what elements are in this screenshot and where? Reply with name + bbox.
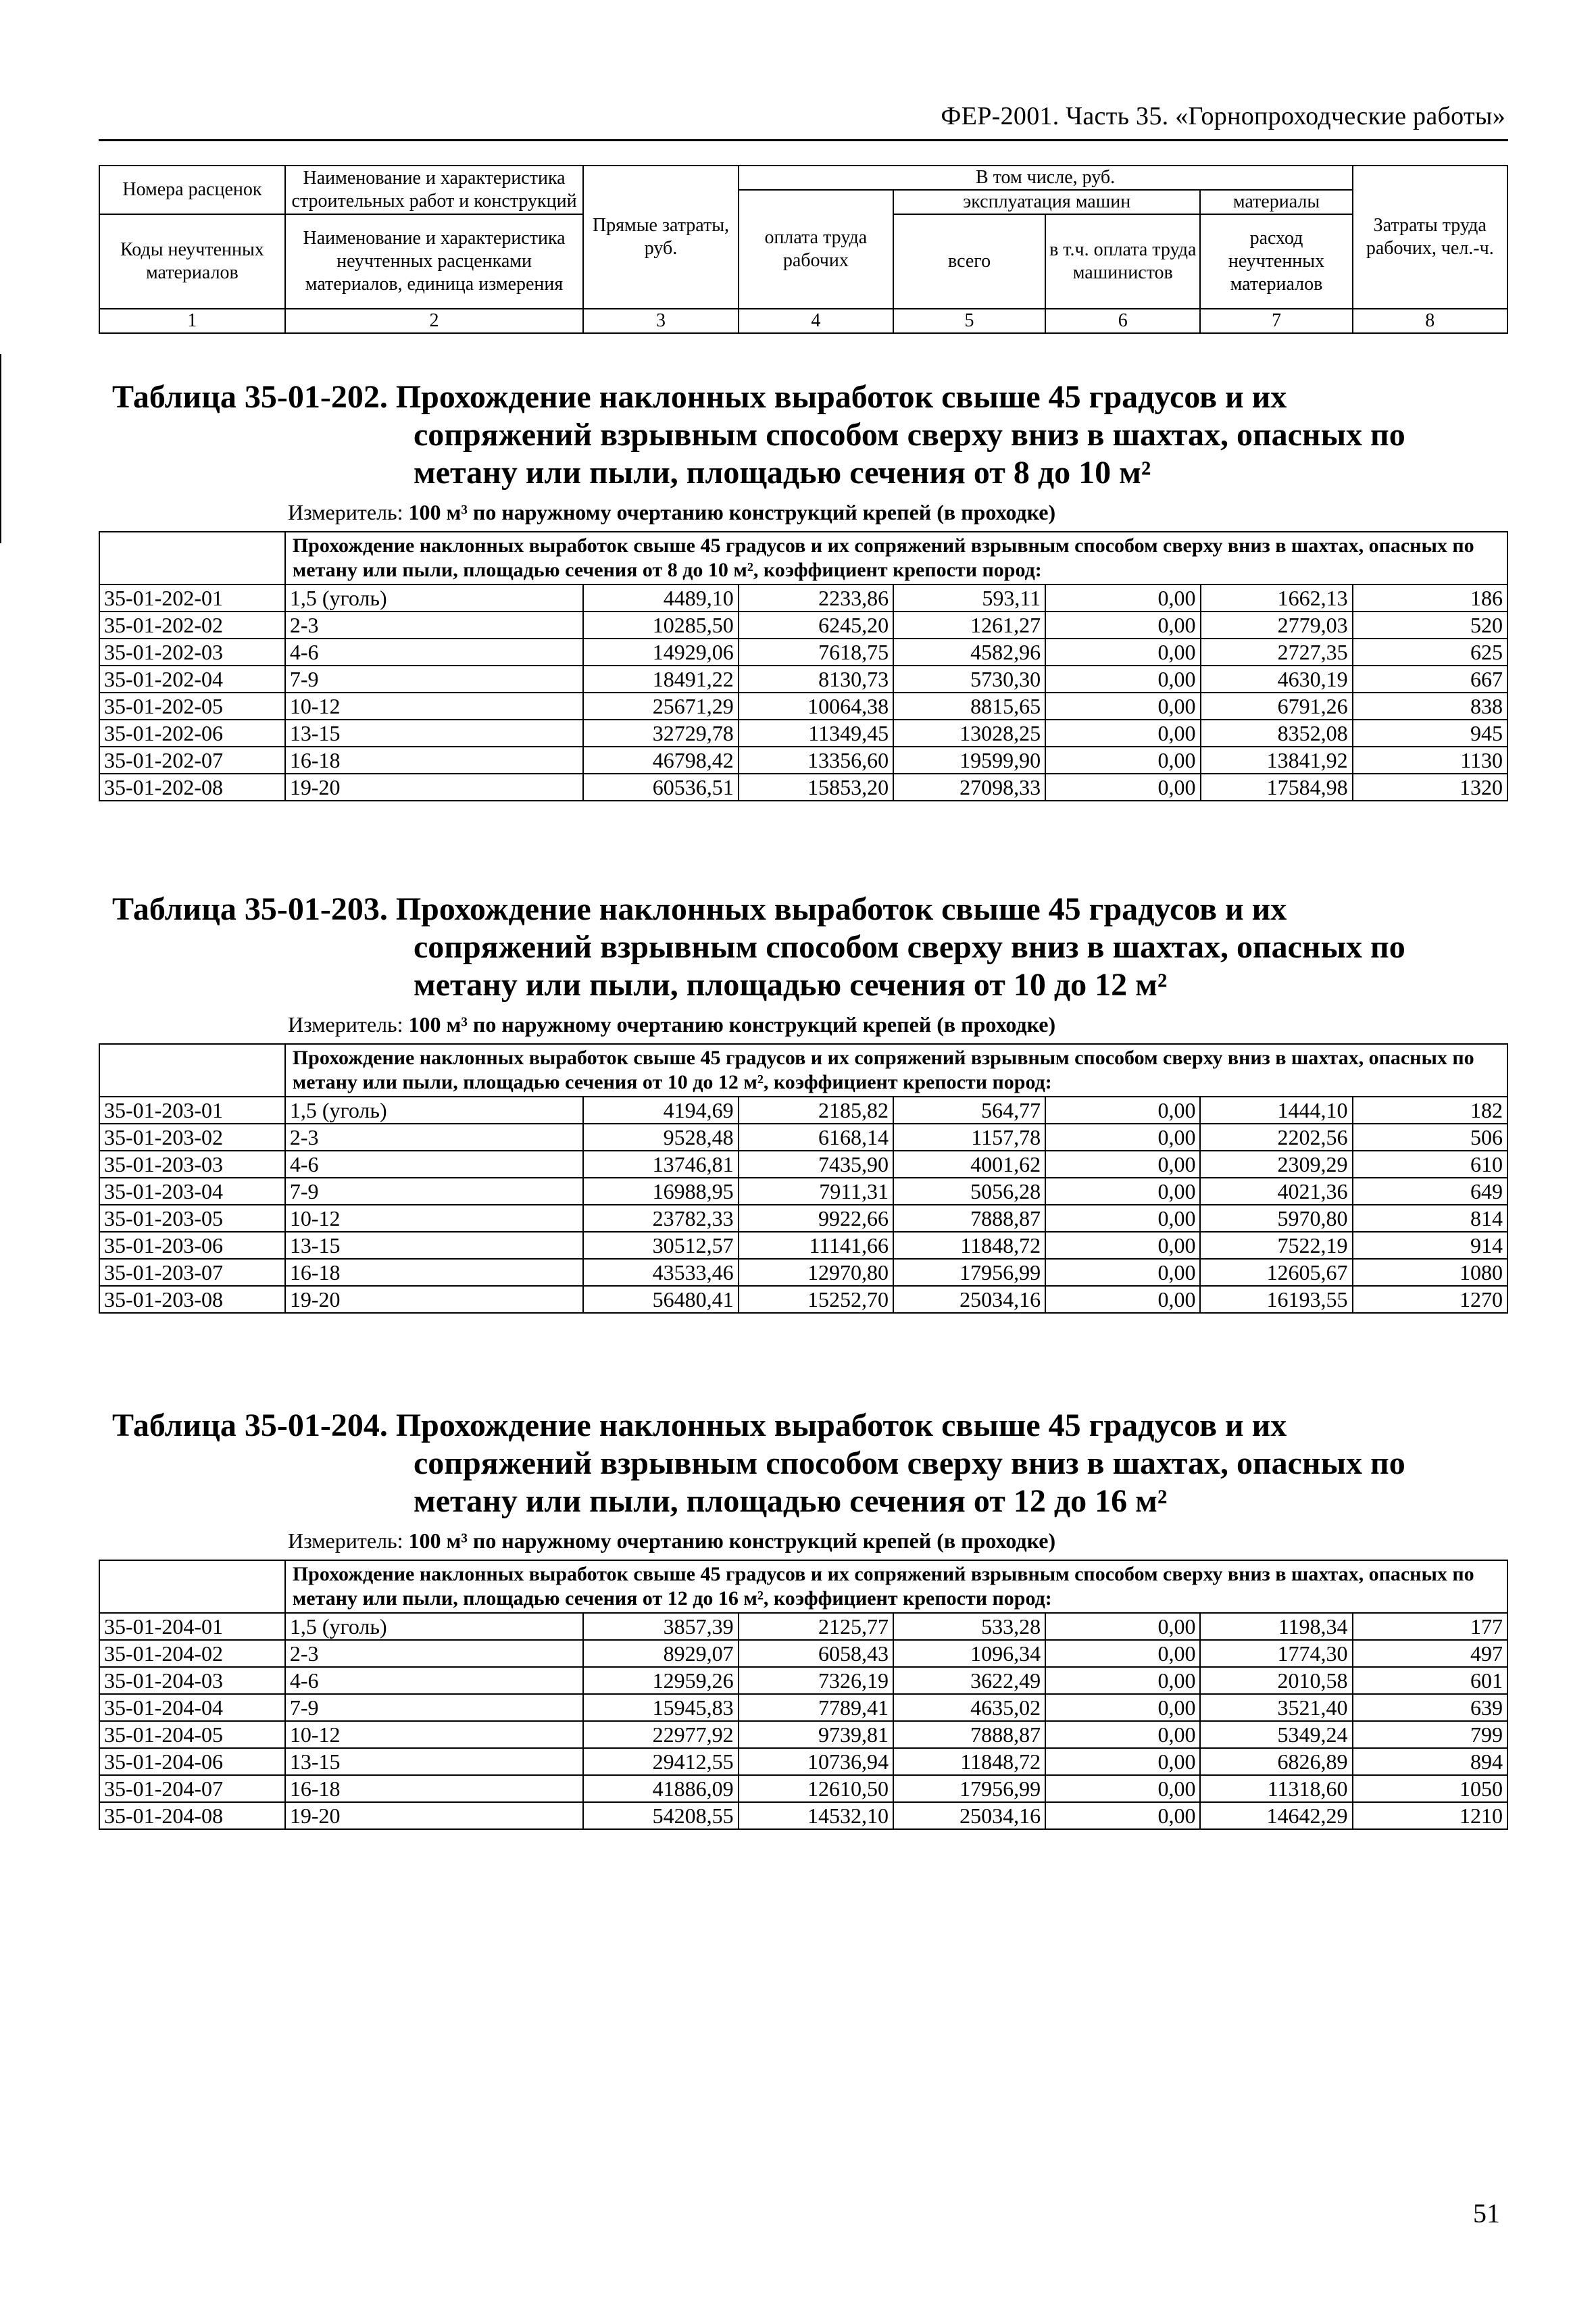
material-cost: 1444,10: [1200, 1097, 1352, 1124]
direct-cost: 54208,55: [583, 1802, 738, 1829]
worker-pay: 2185,82: [739, 1097, 893, 1124]
rock-hardness: 10-12: [285, 1721, 583, 1748]
machinist-pay: 0,00: [1045, 584, 1200, 612]
machine-total: 1157,78: [893, 1124, 1045, 1151]
worker-pay: 15252,70: [739, 1286, 893, 1313]
rock-hardness: 19-20: [285, 1802, 583, 1829]
rock-hardness: 2-3: [285, 612, 583, 639]
direct-cost: 25671,29: [583, 693, 738, 720]
rate-code: 35-01-202-03: [99, 639, 285, 666]
worker-pay: 7789,41: [739, 1694, 893, 1721]
rock-hardness: 16-18: [285, 1775, 583, 1802]
rate-code: 35-01-204-02: [99, 1640, 285, 1667]
worker-pay: 15853,20: [739, 774, 893, 801]
machinist-pay: 0,00: [1045, 1286, 1200, 1313]
table-row: [99, 1613, 1507, 1640]
table-row: [99, 1232, 1507, 1259]
rock-hardness: 4-6: [285, 1151, 583, 1178]
machine-total: 25034,16: [893, 1802, 1045, 1829]
direct-cost: 14929,06: [583, 639, 738, 666]
col-material-codes: Коды неучтенных материалов: [99, 214, 285, 309]
material-cost: 1662,13: [1201, 584, 1353, 612]
worker-pay: 7326,19: [739, 1667, 893, 1694]
labor-hours: 497: [1353, 1640, 1508, 1667]
direct-cost: 18491,22: [583, 666, 738, 693]
labor-hours: 814: [1353, 1205, 1508, 1232]
labor-hours: 649: [1353, 1178, 1508, 1205]
rates-table: [99, 1560, 1508, 1830]
rate-code: 35-01-204-06: [99, 1748, 285, 1775]
machinist-pay: 0,00: [1045, 1613, 1200, 1640]
labor-hours: 610: [1353, 1151, 1508, 1178]
col-rate-numbers: Номера расценок: [99, 166, 285, 214]
material-cost: 11318,60: [1200, 1775, 1352, 1802]
material-cost: 16193,55: [1200, 1286, 1352, 1313]
machinist-pay: 0,00: [1045, 1124, 1200, 1151]
direct-cost: 10285,50: [583, 612, 738, 639]
direct-cost: 4489,10: [583, 584, 738, 612]
col-num: 5: [893, 309, 1045, 333]
machinist-pay: 0,00: [1045, 1178, 1200, 1205]
table-row: [99, 1802, 1507, 1829]
rock-hardness: 16-18: [285, 747, 583, 774]
machinist-pay: 0,00: [1045, 1721, 1200, 1748]
material-cost: 13841,92: [1201, 747, 1353, 774]
table-row: [99, 774, 1507, 801]
direct-cost: 15945,83: [583, 1694, 738, 1721]
machinist-pay: 0,00: [1045, 1748, 1200, 1775]
header-rule: [99, 139, 1508, 141]
labor-hours: 1320: [1353, 774, 1507, 801]
table-row: [99, 1694, 1507, 1721]
rate-code: 35-01-202-01: [99, 584, 285, 612]
col-num: 8: [1353, 309, 1507, 333]
machine-total: 17956,99: [893, 1259, 1045, 1286]
direct-cost: 23782,33: [583, 1205, 738, 1232]
labor-hours: 639: [1353, 1694, 1508, 1721]
labor-hours: 1270: [1353, 1286, 1508, 1313]
labor-hours: 506: [1353, 1124, 1508, 1151]
col-num: 1: [99, 309, 285, 333]
rock-hardness: 13-15: [285, 720, 583, 747]
rate-code: 35-01-203-01: [99, 1097, 285, 1124]
machinist-pay: 0,00: [1045, 1259, 1200, 1286]
machine-total: 1096,34: [893, 1640, 1045, 1667]
col-materials: материалы: [1200, 190, 1352, 214]
worker-pay: 6058,43: [739, 1640, 893, 1667]
column-header-table: [99, 165, 1508, 334]
col-material-usage: расход неучтенных материалов: [1200, 214, 1352, 309]
page-number: 51: [1473, 2198, 1500, 2229]
rock-hardness: 1,5 (уголь): [285, 584, 583, 612]
table-row: [99, 1721, 1507, 1748]
labor-hours: 1130: [1353, 747, 1507, 774]
table-row: [99, 612, 1507, 639]
rock-hardness: 7-9: [285, 1694, 583, 1721]
machine-total: 17956,99: [893, 1775, 1045, 1802]
machine-total: 11848,72: [893, 1748, 1045, 1775]
table-row: [99, 1748, 1507, 1775]
machinist-pay: 0,00: [1045, 1151, 1200, 1178]
rock-hardness: 2-3: [285, 1640, 583, 1667]
worker-pay: 6168,14: [739, 1124, 893, 1151]
worker-pay: 11141,66: [739, 1232, 893, 1259]
table-row: [99, 639, 1507, 666]
material-cost: 8352,08: [1201, 720, 1353, 747]
left-rule: [0, 354, 1, 543]
table-section-202: [99, 378, 1508, 801]
machinist-pay: 0,00: [1045, 1097, 1200, 1124]
machine-total: 4582,96: [893, 639, 1045, 666]
rate-code: 35-01-203-08: [99, 1286, 285, 1313]
machine-total: 7888,87: [893, 1205, 1045, 1232]
rate-code: 35-01-202-06: [99, 720, 285, 747]
section-title: Таблица 35-01-202. Прохождение наклонных выработок свыше 45 градусов и их сопряжений взрывным способом сверху вниз в шахтах, опасных по метану или пыли, площадью сечения от 8 до 10 м²: [112, 379, 1405, 491]
table-row: [99, 1667, 1507, 1694]
labor-hours: 1210: [1353, 1802, 1508, 1829]
desc-spacer: [99, 1044, 285, 1097]
rate-code: 35-01-202-04: [99, 666, 285, 693]
machinist-pay: 0,00: [1045, 747, 1200, 774]
machine-total: 4001,62: [893, 1151, 1045, 1178]
machinist-pay: 0,00: [1045, 1802, 1200, 1829]
table-row: [99, 1775, 1507, 1802]
direct-cost: 4194,69: [583, 1097, 738, 1124]
labor-hours: 186: [1353, 584, 1507, 612]
col-direct-costs: Прямые затраты, руб.: [583, 166, 738, 309]
col-including: В том числе, руб.: [739, 166, 1353, 190]
rock-hardness: 7-9: [285, 666, 583, 693]
direct-cost: 13746,81: [583, 1151, 738, 1178]
rock-hardness: 4-6: [285, 639, 583, 666]
labor-hours: 914: [1353, 1232, 1508, 1259]
direct-cost: 29412,55: [583, 1748, 738, 1775]
material-cost: 2202,56: [1200, 1124, 1352, 1151]
material-cost: 3521,40: [1200, 1694, 1352, 1721]
worker-pay: 2125,77: [739, 1613, 893, 1640]
labor-hours: 1050: [1353, 1775, 1508, 1802]
col-num: 4: [739, 309, 893, 333]
direct-cost: 30512,57: [583, 1232, 738, 1259]
direct-cost: 3857,39: [583, 1613, 738, 1640]
rate-code: 35-01-203-07: [99, 1259, 285, 1286]
worker-pay: 14532,10: [739, 1802, 893, 1829]
col-material-names: Наименование и характеристика неучтенных расценками материалов, единица измерения: [285, 214, 583, 309]
material-cost: 5349,24: [1200, 1721, 1352, 1748]
direct-cost: 32729,78: [583, 720, 738, 747]
direct-cost: 41886,09: [583, 1775, 738, 1802]
worker-pay: 7435,90: [739, 1151, 893, 1178]
labor-hours: 1080: [1353, 1259, 1508, 1286]
table-row: [99, 1097, 1507, 1124]
direct-cost: 12959,26: [583, 1667, 738, 1694]
material-cost: 6791,26: [1201, 693, 1353, 720]
machine-total: 27098,33: [893, 774, 1045, 801]
worker-pay: 7618,75: [739, 639, 893, 666]
rock-hardness: 19-20: [285, 774, 583, 801]
rate-code: 35-01-202-02: [99, 612, 285, 639]
machine-total: 3622,49: [893, 1667, 1045, 1694]
worker-pay: 10736,94: [739, 1748, 893, 1775]
worker-pay: 13356,60: [739, 747, 893, 774]
material-cost: 4630,19: [1201, 666, 1353, 693]
rates-table: [99, 531, 1508, 801]
machinist-pay: 0,00: [1045, 1667, 1200, 1694]
machinist-pay: 0,00: [1045, 693, 1200, 720]
table-row: [99, 584, 1507, 612]
labor-hours: 945: [1353, 720, 1507, 747]
desc-spacer: [99, 532, 285, 584]
table-row: [99, 1205, 1507, 1232]
worker-pay: 7911,31: [739, 1178, 893, 1205]
col-worker-pay: оплата труда рабочих: [739, 190, 893, 309]
table-section-204: [99, 1407, 1508, 1830]
direct-cost: 22977,92: [583, 1721, 738, 1748]
machinist-pay: 0,00: [1045, 1694, 1200, 1721]
worker-pay: 2233,86: [739, 584, 893, 612]
machinist-pay: 0,00: [1045, 1640, 1200, 1667]
machine-total: 593,11: [893, 584, 1045, 612]
material-cost: 12605,67: [1200, 1259, 1352, 1286]
direct-cost: 9528,48: [583, 1124, 738, 1151]
machine-total: 1261,27: [893, 612, 1045, 639]
worker-pay: 12610,50: [739, 1775, 893, 1802]
table-row: [99, 1640, 1507, 1667]
material-cost: 7522,19: [1200, 1232, 1352, 1259]
rate-code: 35-01-202-07: [99, 747, 285, 774]
table-description: Прохождение наклонных выработок свыше 45 градусов и их сопряжений взрывным способом сверху вниз в шахтах, опасных по метану или пыли, площадью сечения от 10 до 12 м², коэффициент крепости пород:: [285, 1044, 1507, 1097]
machine-total: 19599,90: [893, 747, 1045, 774]
col-num: 3: [583, 309, 738, 333]
worker-pay: 11349,45: [739, 720, 893, 747]
table-row: [99, 693, 1507, 720]
direct-cost: 56480,41: [583, 1286, 738, 1313]
machine-total: 5056,28: [893, 1178, 1045, 1205]
rate-code: 35-01-203-05: [99, 1205, 285, 1232]
machine-total: 7888,87: [893, 1721, 1045, 1748]
machinist-pay: 0,00: [1045, 1775, 1200, 1802]
rate-code: 35-01-204-03: [99, 1667, 285, 1694]
rock-hardness: 7-9: [285, 1178, 583, 1205]
col-labor-costs: Затраты труда рабочих, чел.-ч.: [1353, 166, 1507, 309]
machinist-pay: 0,00: [1045, 612, 1200, 639]
machine-total: 25034,16: [893, 1286, 1045, 1313]
machine-total: 8815,65: [893, 693, 1045, 720]
rate-code: 35-01-203-04: [99, 1178, 285, 1205]
direct-cost: 43533,46: [583, 1259, 738, 1286]
rock-hardness: 19-20: [285, 1286, 583, 1313]
section-title: Таблица 35-01-204. Прохождение наклонных выработок свыше 45 градусов и их сопряжений взрывным способом сверху вниз в шахтах, опасных по метану или пыли, площадью сечения от 12 до 16 м²: [112, 1408, 1405, 1519]
worker-pay: 9739,81: [739, 1721, 893, 1748]
rock-hardness: 10-12: [285, 1205, 583, 1232]
rate-code: 35-01-203-06: [99, 1232, 285, 1259]
material-cost: 17584,98: [1201, 774, 1353, 801]
col-work-name: Наименование и характеристика строительных работ и конструкций: [285, 166, 583, 214]
material-cost: 2727,35: [1201, 639, 1353, 666]
rate-code: 35-01-203-02: [99, 1124, 285, 1151]
machinist-pay: 0,00: [1045, 720, 1200, 747]
rate-code: 35-01-204-01: [99, 1613, 285, 1640]
material-cost: 1198,34: [1200, 1613, 1352, 1640]
table-row: [99, 720, 1507, 747]
rate-code: 35-01-202-08: [99, 774, 285, 801]
worker-pay: 6245,20: [739, 612, 893, 639]
worker-pay: 9922,66: [739, 1205, 893, 1232]
machinist-pay: 0,00: [1045, 639, 1200, 666]
measure-line: Измеритель: 100 м³ по наружному очертанию конструкций крепей (в проходке): [288, 1012, 1056, 1037]
machine-total: 533,28: [893, 1613, 1045, 1640]
material-cost: 4021,36: [1200, 1178, 1352, 1205]
direct-cost: 16988,95: [583, 1178, 738, 1205]
table-row: [99, 1286, 1507, 1313]
rate-code: 35-01-204-08: [99, 1802, 285, 1829]
table-row: [99, 1178, 1507, 1205]
labor-hours: 520: [1353, 612, 1507, 639]
table-row: [99, 666, 1507, 693]
labor-hours: 625: [1353, 639, 1507, 666]
material-cost: 2010,58: [1200, 1667, 1352, 1694]
machine-total: 4635,02: [893, 1694, 1045, 1721]
table-section-203: [99, 891, 1508, 1314]
table-row: [99, 1151, 1507, 1178]
labor-hours: 838: [1353, 693, 1507, 720]
rock-hardness: 16-18: [285, 1259, 583, 1286]
desc-spacer: [99, 1560, 285, 1613]
direct-cost: 46798,42: [583, 747, 738, 774]
rates-table: [99, 1043, 1508, 1314]
table-description: Прохождение наклонных выработок свыше 45 градусов и их сопряжений взрывным способом сверху вниз в шахтах, опасных по метану или пыли, площадью сечения от 8 до 10 м², коэффициент крепости пород:: [285, 532, 1507, 584]
worker-pay: 8130,73: [739, 666, 893, 693]
measure-line: Измеритель: 100 м³ по наружному очертанию конструкций крепей (в проходке): [288, 1528, 1056, 1553]
col-num: 7: [1200, 309, 1352, 333]
rock-hardness: 4-6: [285, 1667, 583, 1694]
labor-hours: 894: [1353, 1748, 1508, 1775]
machine-total: 5730,30: [893, 666, 1045, 693]
col-machine-operation: эксплуатация машин: [893, 190, 1200, 214]
measure-line: Измеритель: 100 м³ по наружному очертанию конструкций крепей (в проходке): [288, 500, 1056, 524]
rate-code: 35-01-204-04: [99, 1694, 285, 1721]
rock-hardness: 13-15: [285, 1748, 583, 1775]
rate-code: 35-01-203-03: [99, 1151, 285, 1178]
machine-total: 11848,72: [893, 1232, 1045, 1259]
col-num: 2: [285, 309, 583, 333]
labor-hours: 601: [1353, 1667, 1508, 1694]
direct-cost: 8929,07: [583, 1640, 738, 1667]
rate-code: 35-01-204-05: [99, 1721, 285, 1748]
rock-hardness: 13-15: [285, 1232, 583, 1259]
table-row: [99, 747, 1507, 774]
rate-code: 35-01-204-07: [99, 1775, 285, 1802]
labor-hours: 667: [1353, 666, 1507, 693]
table-row: [99, 1259, 1507, 1286]
material-cost: 1774,30: [1200, 1640, 1352, 1667]
rock-hardness: 2-3: [285, 1124, 583, 1151]
material-cost: 2779,03: [1201, 612, 1353, 639]
machinist-pay: 0,00: [1045, 666, 1200, 693]
worker-pay: 10064,38: [739, 693, 893, 720]
worker-pay: 12970,80: [739, 1259, 893, 1286]
labor-hours: 799: [1353, 1721, 1508, 1748]
machinist-pay: 0,00: [1045, 774, 1200, 801]
rock-hardness: 1,5 (уголь): [285, 1097, 583, 1124]
table-row: [99, 1124, 1507, 1151]
direct-cost: 60536,51: [583, 774, 738, 801]
col-num: 6: [1045, 309, 1200, 333]
material-cost: 2309,29: [1200, 1151, 1352, 1178]
running-header: ФЕР-2001. Часть 35. «Горнопроходческие работы»: [941, 102, 1505, 130]
machine-total: 564,77: [893, 1097, 1045, 1124]
rate-code: 35-01-202-05: [99, 693, 285, 720]
labor-hours: 177: [1353, 1613, 1508, 1640]
labor-hours: 182: [1353, 1097, 1508, 1124]
section-title: Таблица 35-01-203. Прохождение наклонных выработок свыше 45 градусов и их сопряжений взрывным способом сверху вниз в шахтах, опасных по метану или пыли, площадью сечения от 10 до 12 м²: [112, 891, 1405, 1003]
machinist-pay: 0,00: [1045, 1232, 1200, 1259]
col-machine-total: всего: [893, 214, 1045, 309]
machine-total: 13028,25: [893, 720, 1045, 747]
rock-hardness: 1,5 (уголь): [285, 1613, 583, 1640]
material-cost: 5970,80: [1200, 1205, 1352, 1232]
table-description: Прохождение наклонных выработок свыше 45 градусов и их сопряжений взрывным способом сверху вниз в шахтах, опасных по метану или пыли, площадью сечения от 12 до 16 м², коэффициент крепости пород:: [285, 1560, 1507, 1613]
rock-hardness: 10-12: [285, 693, 583, 720]
material-cost: 14642,29: [1200, 1802, 1352, 1829]
material-cost: 6826,89: [1200, 1748, 1352, 1775]
col-machinist-pay: в т.ч. оплата труда машинистов: [1045, 214, 1200, 309]
machinist-pay: 0,00: [1045, 1205, 1200, 1232]
